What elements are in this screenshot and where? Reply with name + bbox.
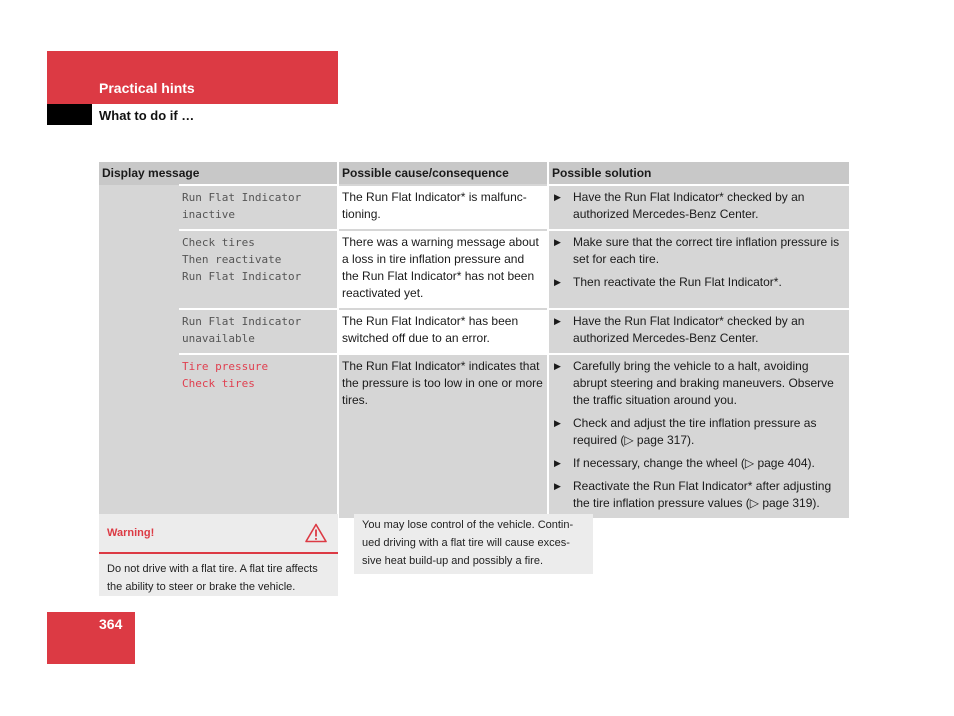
solution-item	[552, 234, 843, 268]
bullet-arrow-icon: ▶	[554, 418, 561, 428]
display-message-line: Tire pressure	[182, 360, 269, 373]
solution-item	[552, 274, 843, 291]
solution-text: If necessary, change the wheel (▷ page 404).	[573, 456, 815, 470]
solution-cell	[548, 185, 849, 230]
table-row	[99, 185, 849, 230]
solution-item	[552, 415, 843, 449]
section-marker	[47, 104, 92, 125]
solution-cell	[548, 309, 849, 354]
section-title: Practical hints	[99, 80, 195, 96]
display-message-line: Run Flat Indicator	[182, 315, 302, 328]
cause-cell: The Run Flat Indicator* has been switched off due to an error.	[338, 309, 548, 354]
display-message-line: Run Flat Indicator	[182, 191, 302, 204]
warning-title: Warning!	[107, 527, 155, 539]
solution-text: Check and adjust the tire inflation pressure as required (▷ page 317).	[573, 416, 817, 447]
display-messages-table	[99, 162, 849, 518]
display-message-line: unavailable	[182, 332, 255, 345]
cause-cell: The Run Flat Indicator* is malfunc-tioning.	[338, 185, 548, 230]
display-message-cell	[179, 354, 338, 518]
cause-cell: The Run Flat Indicator* indicates that the pressure is too low in one or more tires.	[338, 354, 548, 518]
solution-text: Have the Run Flat Indicator* checked by an authorized Mercedes-Benz Center.	[573, 190, 805, 221]
cause-cell: There was a warning message about a loss in tire inflation pressure and the Run Flat Indicator* has not been reactivated yet.	[338, 230, 548, 309]
display-message-line: Run Flat Indicator	[182, 270, 302, 283]
display-message-cell	[179, 185, 338, 230]
column-header-solution: Possible solution	[548, 162, 849, 185]
solution-text: Then reactivate the Run Flat Indicator*.	[573, 275, 782, 289]
table-left-margin	[99, 185, 179, 518]
table-row	[99, 230, 849, 309]
solution-item	[552, 189, 843, 223]
bullet-arrow-icon: ▶	[554, 277, 561, 287]
bullet-arrow-icon: ▶	[554, 481, 561, 491]
page-number: 364	[99, 616, 123, 632]
solution-cell	[548, 230, 849, 309]
display-message-line: Then reactivate	[182, 253, 282, 266]
warning-box	[99, 514, 338, 596]
display-message-cell	[179, 309, 338, 354]
page-subtitle: What to do if …	[99, 108, 195, 123]
bullet-arrow-icon: ▶	[554, 237, 561, 247]
display-message-line: inactive	[182, 208, 235, 221]
solution-text: Carefully bring the vehicle to a halt, avoiding abrupt steering and braking maneuvers. Observe the traffic situation around you.	[573, 359, 834, 407]
header-bar	[47, 51, 338, 104]
warning-body: Do not drive with a flat tire. A flat tire affects the ability to steer or brake the vehicle.	[107, 563, 318, 593]
display-message-line: Check tires	[182, 236, 255, 249]
solution-item	[552, 358, 843, 409]
bullet-arrow-icon: ▶	[554, 316, 561, 326]
bullet-arrow-icon: ▶	[554, 361, 561, 371]
display-message-line: Check tires	[182, 377, 255, 390]
warning-continuation: You may lose control of the vehicle. Contin-ued driving with a flat tire will cause exces-sive heat build-up and possibly a fire.	[354, 514, 593, 574]
column-header-display-message: Display message	[99, 162, 338, 185]
table-row	[99, 354, 849, 518]
column-header-cause: Possible cause/consequence	[338, 162, 548, 185]
solution-item	[552, 478, 843, 512]
bullet-arrow-icon: ▶	[554, 192, 561, 202]
solution-text: Reactivate the Run Flat Indicator* after adjusting the tire inflation pressure values (▷ page 319).	[573, 479, 832, 510]
solution-item	[552, 313, 843, 347]
solution-text: Have the Run Flat Indicator* checked by an authorized Mercedes-Benz Center.	[573, 314, 805, 345]
warning-header	[99, 514, 338, 554]
table-header-row	[99, 162, 849, 185]
bullet-arrow-icon: ▶	[554, 458, 561, 468]
display-message-cell	[179, 230, 338, 309]
table-row	[99, 309, 849, 354]
solution-item	[552, 455, 843, 472]
solution-text: Make sure that the correct tire inflation pressure is set for each tire.	[573, 235, 840, 266]
warning-triangle-icon	[305, 523, 327, 548]
solution-cell	[548, 354, 849, 518]
